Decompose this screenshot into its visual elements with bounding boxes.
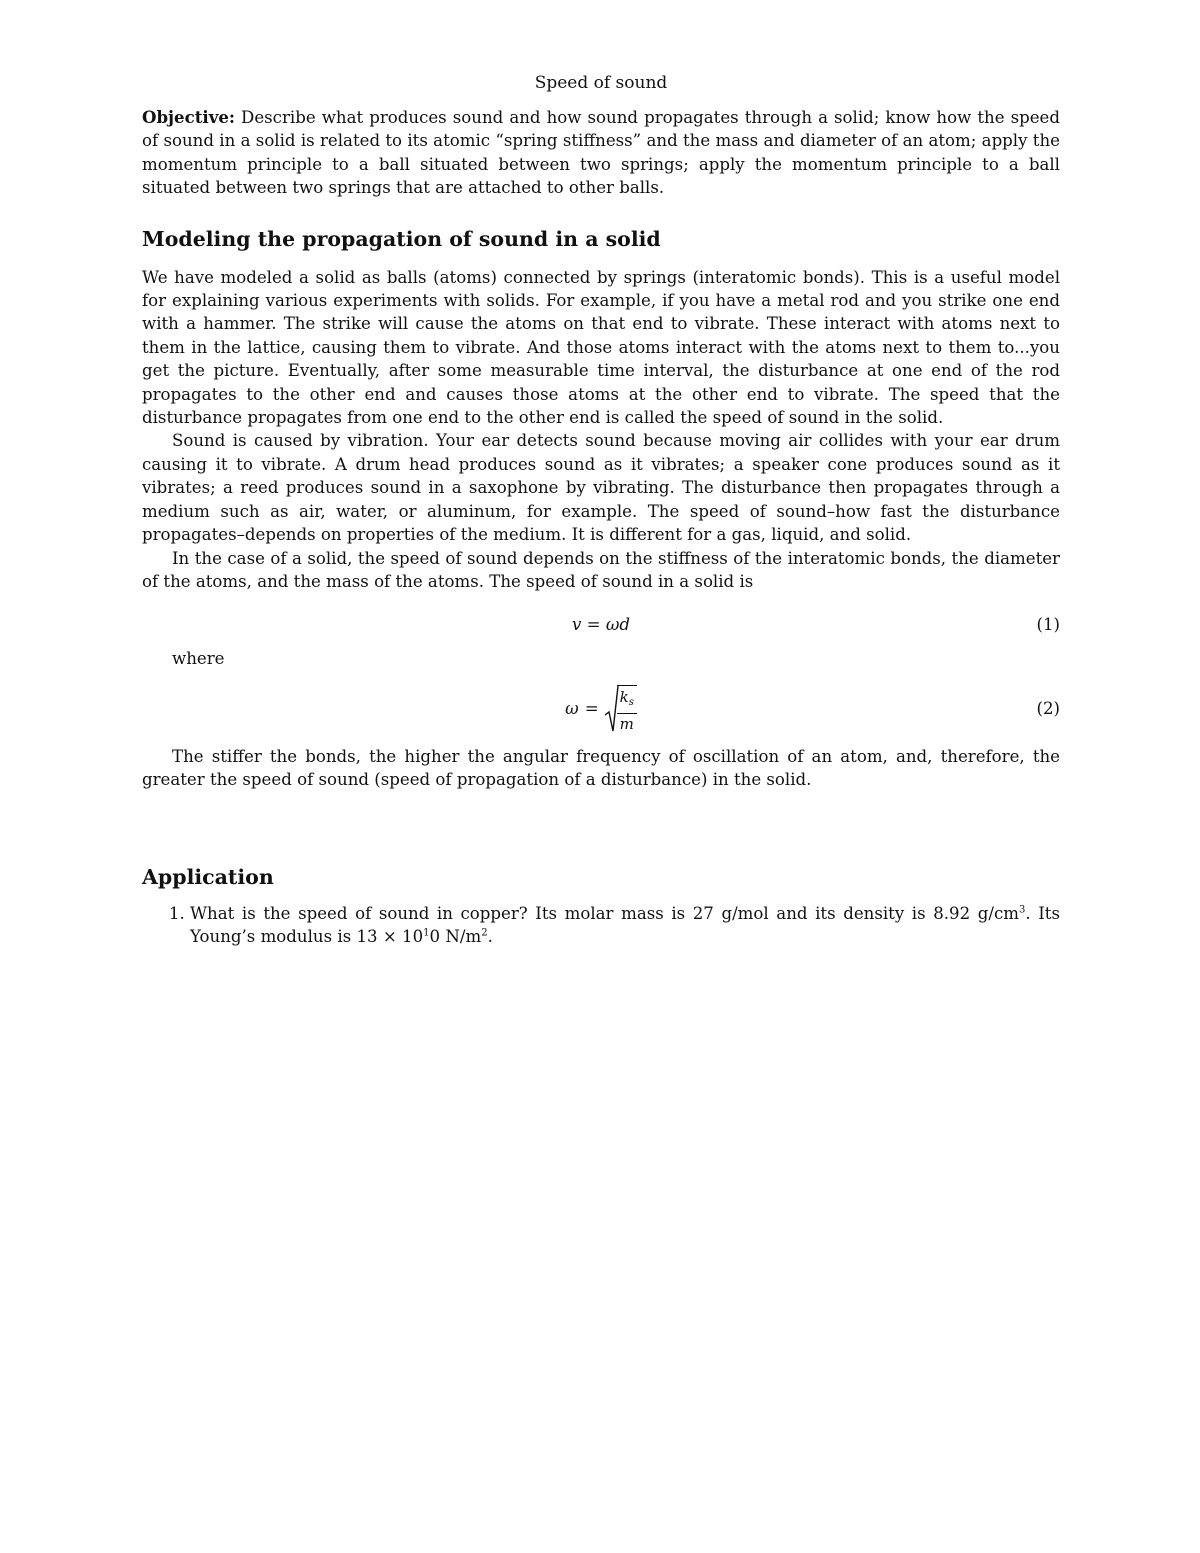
equals-sign: =: [584, 699, 599, 719]
equation-2-formula: [142, 683, 1060, 735]
fraction: [617, 685, 637, 733]
section-heading-application: Application: [142, 864, 274, 889]
equation-2-number: (2): [1036, 698, 1060, 718]
equation-1-formula: v = ωd: [572, 615, 630, 635]
body-paragraph-4: The stiffer the bonds, the higher the angular frequency of oscillation of an atom, and, therefore, the greater the speed of sound (speed of propagation of a disturbance) in the solid.: [142, 746, 1060, 790]
body-paragraph-3: In the case of a solid, the speed of sound depends on the stiffness of the interatomic bonds, the diameter of the atoms, and the mass of the atoms. The speed of sound in a solid is: [142, 548, 1060, 591]
objective-paragraph: [142, 106, 1060, 200]
equation-1: [142, 613, 1060, 643]
document-title: Speed of sound: [534, 73, 668, 93]
list-item: 1. What is the speed of sound in copper? Its molar mass is 27 g/mol and its density is 8.92 $g/cm^3$. Its Young’s modulus is $13 \times 10^10$ $N/m^2$.: [190, 902, 1060, 949]
omega-symbol: ω: [565, 699, 579, 719]
body-paragraph-2: Sound is caused by vibration. Your ear detects sound because moving air collides with your ear drum causing it to vibrate. A drum head produces sound as it vibrates; a speaker cone produces sound as it vibrates; a reed produces sound in a saxophone by vibrating. The disturbance then propagates through a medium such as air, water, or aluminum, for example. The speed of sound–how fast the disturbance propagates–depends on properties of the medium. It is different for a gas, liquid, and solid.: [142, 431, 1060, 545]
fraction-numerator: $k_s$: [617, 688, 637, 714]
fraction-denominator: m: [619, 714, 634, 733]
where-text: where: [172, 649, 225, 669]
objective-label: Objective:: [142, 107, 236, 127]
equation-2: [142, 683, 1060, 735]
question-list: [142, 902, 1060, 949]
objective-text: Describe what produces sound and how sound propagates through a solid; know how the speed of sound in a solid is related to its atomic “spring stiffness” and the mass and diameter of an atom; apply the momentum principle to a ball situated between two springs; apply the momentum principle to a ball situated between two springs that are attached to other balls.: [142, 108, 1060, 198]
equation-1-number: (1): [1036, 615, 1060, 635]
document-page: [142, 70, 1060, 948]
section-heading-modeling: Modeling the propagation of sound in a solid: [142, 226, 661, 251]
body-paragraph-1: We have modeled a solid as balls (atoms) connected by springs (interatomic bonds). This is a useful model for explaining various experiments with solids. For example, if you have a metal rod and you strike one end with a hammer. The strike will cause the atoms on that end to vibrate. These interact with atoms next to them in the lattice, causing them to vibrate. And those atoms interact with the atoms next to them to...you get the picture. Eventually, after some measurable time interval, the disturbance at one end of the rod propagates to the other end and causes those atoms at the other end to vibrate. The speed that the disturbance propagates from one end to the other end is called the speed of sound in the solid.: [142, 267, 1060, 428]
